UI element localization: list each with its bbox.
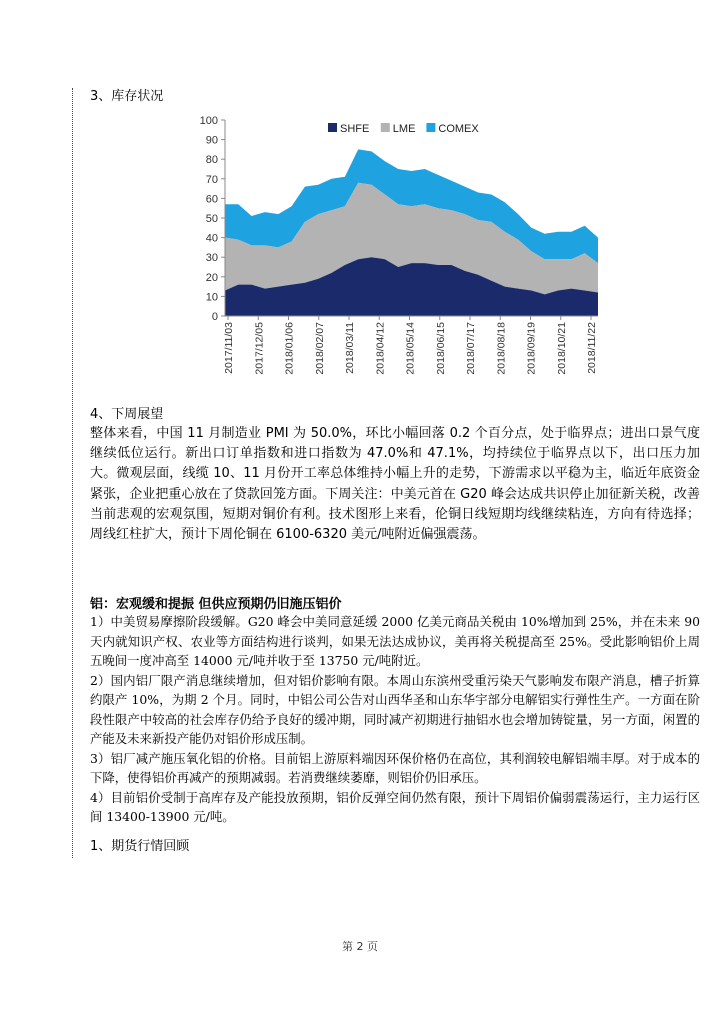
x-tick-label: 2018/01/06	[283, 322, 296, 375]
x-tick-label: 2017/12/05	[253, 322, 266, 375]
x-tick-label: 2018/08/18	[495, 322, 508, 375]
aluminum-point-3: 3）铝厂减产施压氧化铝的价格。目前铝上游原料端因环保价格仍在高位，其利润较电解铝端丰厚。对于成本的下降，使得铝价再减产的预期减弱。若消费继续萎靡，则铝价仍旧承压。	[90, 750, 700, 785]
y-tick-label: 90	[205, 134, 218, 147]
legend-label-comex: COMEX	[438, 123, 479, 135]
aluminum-point-4: 4）目前铝价受制于高库存及产能投放预期，铝价反弹空间仍然有限，预计下周铝价偏弱震荡运行，主力运行区间 13400-13900 元/吨。	[90, 789, 700, 824]
inventory-stacked-area-chart	[188, 108, 618, 398]
y-tick-label: 20	[205, 271, 218, 284]
y-tick-label: 40	[205, 232, 218, 245]
y-tick-label: 10	[205, 291, 218, 304]
x-tick-label: 2018/09/19	[525, 322, 538, 375]
aluminum-heading: 铝：宏观缓和提振 但供应预期仍旧施压铝价	[90, 597, 342, 612]
margin-dotted-rule	[72, 88, 73, 858]
x-tick-label: 2018/11/22	[586, 322, 598, 374]
aluminum-point-1: 1）中美贸易摩擦阶段缓解。G20 峰会中美同意延缓 2000 亿美元商品关税由 10%增加到 25%，并在未来 90 天内就知识产权、农业等方面结构进行谈判，如果无法达成协议，美再将关税提高至 25%。受此影响铝价上周五晚间一度冲高至 14000 元/吨并收于至 13750 元/吨附近。	[90, 614, 700, 668]
legend-swatch-lme	[381, 123, 390, 132]
legend-swatch-shfe	[328, 123, 337, 132]
x-tick-label: 2018/03/11	[344, 322, 356, 374]
outlook-paragraph: 整体来看，中国 11 月制造业 PMI 为 50.0%，环比小幅回落 0.2 个百分点，处于临界点；进出口景气度继续低位运行。新出口订单指数和进口指数为 47.0%和 47.1%，均持续位于临界点以下，出口压力加大。微观层面，线缆 10、11 月份开工率总体维持小幅上升的走势，下游需求以平稳为主，临近年底资金紧张，企业把重心放在了贷款回笼方面。下周关注：中美元首在 G20 峰会达成共识停止加征新关税，改善当前悲观的宏观氛围，短期对铜价有利。技术图形上来看，伦铜日线短期均线继续粘连，方向有待选择；周线红柱扩大，预计下周伦铜在 6100-6320 美元/吨附近偏强震荡。	[90, 426, 700, 543]
outlook-heading: 4、下周展望	[90, 407, 164, 422]
x-tick-label: 2018/07/17	[465, 322, 477, 375]
inventory-heading: 3、库存状况	[90, 89, 164, 104]
legend-label-shfe: SHFE	[340, 123, 370, 135]
x-tick-label: 2018/02/07	[313, 322, 326, 375]
y-tick-label: 0	[211, 311, 218, 323]
x-tick-label: 2018/04/12	[374, 322, 387, 375]
y-tick-label: 30	[205, 252, 218, 265]
legend-swatch-comex	[426, 123, 435, 132]
y-tick-label: 50	[205, 213, 218, 225]
y-tick-label: 80	[205, 154, 218, 167]
y-tick-label: 60	[205, 193, 218, 206]
aluminum-points	[90, 612, 700, 827]
x-tick-label: 2017/11/03	[223, 322, 235, 374]
aluminum-point-2: 2）国内铝厂限产消息继续增加，但对铝价影响有限。本周山东滨州受重污染天气影响发布限产消息，槽子折算约限产 10%，为期 2 个月。同时，中铝公司公告对山西华圣和山东华宇部分电解铝实行弹性生产。一方面在阶段性限产中较高的社会库存仍给予良好的缓冲期，同时减产初期进行抽铝水也会增加铸锭量，另一方面，闲置的产能及未来新投产能仍对铝价形成压制。	[90, 672, 700, 746]
y-tick-label: 100	[199, 115, 218, 127]
y-tick-label: 70	[205, 173, 218, 186]
x-tick-label: 2018/10/21	[555, 322, 568, 375]
futures-review-heading: 1、期货行情回顾	[90, 839, 190, 854]
x-tick-label: 2018/05/14	[404, 322, 417, 375]
legend-label-lme: LME	[392, 123, 416, 135]
x-tick-label: 2018/06/15	[434, 322, 447, 375]
page-number: 第 2 页	[342, 940, 378, 953]
